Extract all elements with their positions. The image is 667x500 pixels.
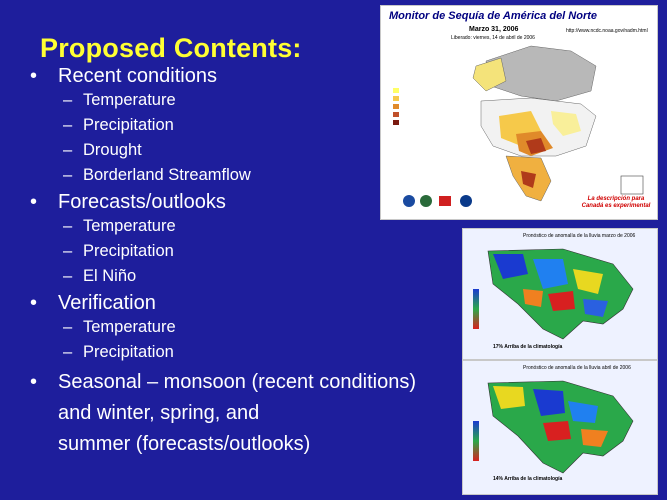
bullet-line: Seasonal – monsoon (recent conditions) [58,371,416,393]
bullet-line: summer (forecasts/outlooks) [58,433,311,455]
subitem: – Precipitation [63,116,174,134]
subitem-label: Borderland Streamflow [83,166,251,184]
subitem: – Temperature [63,91,176,109]
subitem: – Precipitation [63,242,174,260]
subitem: – Drought [63,141,142,159]
drought-map-title: Monitor de Sequía de América del Norte [389,10,598,22]
drought-monitor-map [380,5,658,220]
bullet-dot: • [30,191,38,213]
precip-anomaly-map-march [462,228,658,360]
subitem-label: Temperature [83,91,176,109]
subitem-label: Precipitation [83,116,174,134]
precip-map-march-caption: 17% Arriba de la climatología [493,344,563,350]
drought-map-footer: La descripción para Canadá es experimental [581,196,651,209]
subitem-label: Precipitation [83,242,174,260]
precip-map-april-caption: 14% Arriba de la climatología [493,476,563,482]
precip-map-april-graphic [463,361,657,494]
subitem-label: El Niño [83,267,137,285]
bullet-dot: • [30,292,38,314]
precip-map-april-title: Pronóstico de anomalía de la lluvia abril de 2006 [523,365,631,371]
bullet-line: and winter, spring, and [58,402,260,424]
subitem: – El Niño [63,267,137,285]
subitem-label: Temperature [83,318,176,336]
bullet-label: Verification [58,292,156,314]
subitem-label: Temperature [83,217,176,235]
precip-map-march-graphic [463,229,657,359]
bullet-label: Recent conditions [58,65,217,87]
drought-map-released: Liberado: viernes, 14 de abril de 2006 [451,35,535,41]
subitem: – Temperature [63,217,176,235]
bullet-verification [30,291,470,315]
precip-map-march-title: Pronóstico de anomalía de la lluvia marzo de 2006 [523,233,636,239]
subitem-label: Precipitation [83,343,174,361]
drought-map-url: http://www.ncdc.noaa.gov/nadm.html [566,28,648,34]
bullet-dot: • [30,371,38,393]
subitem-label: Drought [83,141,142,159]
subitem: – Precipitation [63,343,174,361]
drought-map-date: Marzo 31, 2006 [469,26,519,33]
slide-title: Proposed Contents: [40,33,302,63]
bullet-dot: • [30,65,38,87]
bullet-seasonal [30,367,470,460]
bullet-label: Forecasts/outlooks [58,191,226,213]
subitem: – Temperature [63,318,176,336]
precip-anomaly-map-april [462,360,658,495]
subitem: – Borderland Streamflow [63,166,251,184]
